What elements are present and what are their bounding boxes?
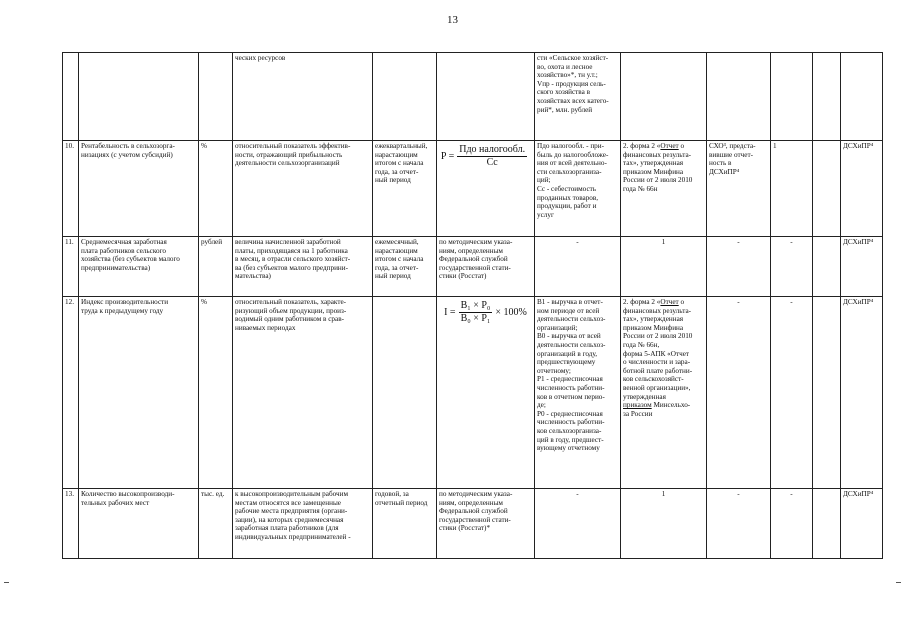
cell-num [63,53,79,141]
cell-unit [199,53,233,141]
cell-definition: к высокопроизводительным рабочим местам относятся все замещенные рабочие места предприятия (органи- зации), на которых среднемесячная заработная плата работников (для индивидуальных предпринимателей - [233,489,373,559]
cell-num: 12. [63,297,79,489]
source-link-report[interactable]: Отчет [660,142,679,150]
source-text: 2. форма 2 « [623,142,661,150]
formula-fraction [457,144,527,169]
cell-subject: - [707,489,771,559]
cell-periodicity [373,53,437,141]
table-row [63,237,883,297]
cell-subject [707,53,771,141]
source-link-order[interactable]: приказом [623,401,652,410]
formula-lhs: P = [440,150,455,162]
cell-subject: - [707,297,771,489]
formula-fraction [459,300,493,325]
source-link-report[interactable]: Отчет [660,298,679,306]
cell-legend: - [535,237,621,297]
cell-formula [437,53,535,141]
cell-col11 [813,141,841,237]
scan-margin-mark [4,582,9,583]
source-text: Минсельхо- за России [623,401,691,418]
formula-lhs: I = [444,306,456,318]
cell-col10: - [771,237,813,297]
cell-col10 [771,53,813,141]
cell-name [79,53,199,141]
cell-unit: рублей [199,237,233,297]
cell-legend: Пдо налогообл. - при- быль до налогообложе- ния от всей деятельно- сти сельхозорганиза- ций; Сс - себестоимость проданных товаров, продукции, работ и услуг [535,141,621,237]
cell-col11 [813,237,841,297]
cell-definition: относительный показатель, характе- ризующий объем продукции, произ- водимый одним работником в срав- ниваемых периодах [233,297,373,489]
cell-col10: 1 [771,141,813,237]
cell-unit: тыс. ед. [199,489,233,559]
formula-profitability [439,142,532,169]
cell-definition: величина начисленной заработной платы, приходящаяся на 1 работника в месяц, в отрасли сельского хозяйст- ва (без субъектов малого предприни- мательства) [233,237,373,297]
cell-col11 [813,53,841,141]
scan-margin-mark [896,582,901,583]
cell-source [621,141,707,237]
cell-num: 13. [63,489,79,559]
cell-col11 [813,297,841,489]
cell-definition: относительный показатель эффектив- ности, отражающий прибыльность деятельности сельхозорганизаций [233,141,373,237]
cell-legend: сти «Сельское хозяйст- во, охота и лесное хозяйство»*, тн у.т.; Vпр - продукция сель- ского хозяйства в хозяйствах всех катего- рий*, млн. рублей [535,53,621,141]
table-row [63,489,883,559]
cell-periodicity [373,297,437,489]
formula-denominator: B₀ × P₁ [460,313,491,324]
formula-numerator: Пдо налогообл. [459,144,526,155]
cell-formula: по методическим указа- ниям, определенным Федеральной службой государственной стати- стики (Росстат)* [437,489,535,559]
cell-col10: - [771,297,813,489]
source-text: 2. форма 2 « [623,298,661,306]
cell-num: 11. [63,237,79,297]
cell-legend: В1 - выручка в отчет- ном периоде от всей деятельности сельхоз- организаций; В0 - выручка от всей деятельности сельхоз- организаций в году, предшествующему отчетному; Р1 - среднесписочная численность работни- ков в отчетном перио- де; Р0 - среднесписочная численность работни- ков сельхозорганиза- ций в году, предшест- вующему отчетному [535,297,621,489]
cell-periodicity: ежеквартальный, нарастающим итогом с начала года, за отчет- ный период [373,141,437,237]
cell-name: Количество высокопроизводи- тельных рабочих мест [79,489,199,559]
cell-subject: - [707,237,771,297]
cell-col12: ДСХиПР⁴ [841,489,883,559]
cell-subject: СХО³, предста- вившие отчет- ность в ДСХиПР⁴ [707,141,771,237]
cell-num: 10. [63,141,79,237]
cell-source [621,297,707,489]
cell-source [621,53,707,141]
cell-legend: - [535,489,621,559]
cell-col12: ДСХиПР⁴ [841,237,883,297]
cell-source: 1 [621,489,707,559]
indicators-table [62,52,883,559]
cell-definition: ческих ресурсов [233,53,373,141]
formula-tail: × 100% [495,306,527,318]
formula-denominator: Cc [486,157,498,168]
cell-name: Среднемесячная заработная плата работников сельского хозяйства (без субъектов малого предпринимательства) [79,237,199,297]
table-row [63,297,883,489]
cell-col12 [841,53,883,141]
cell-col11 [813,489,841,559]
source-text: о финансовых результа- тах», утвержденная приказом Минфина России от 2 июля 2010 года № 66н [623,142,693,193]
cell-unit: % [199,297,233,489]
formula-labor-productivity [439,298,532,325]
cell-periodicity: годовой, за отчетный период [373,489,437,559]
table-row [63,141,883,237]
formula-numerator: B₁ × P₀ [460,300,491,311]
cell-periodicity: ежемесячный, нарастающим итогом с начала года, за отчет- ный период [373,237,437,297]
page-number: 13 [447,14,458,26]
cell-formula [437,141,535,237]
table-row [63,53,883,141]
cell-name: Рентабельность в сельхозорга- низациях (с учетом субсидий) [79,141,199,237]
cell-source: 1 [621,237,707,297]
cell-col12: ДСХиПР⁴ [841,141,883,237]
cell-formula: по методическим указа- ниям, определенным Федеральной службой государственной стати- стики (Росстат) [437,237,535,297]
cell-name: Индекс производительности труда к предыдущему году [79,297,199,489]
source-text: о финансовых результа- тах», утвержденная приказом Минфина России от 2 июля 2010 года № 66н, форма 5-АПК «Отчет о численности и зара- ботной плате работни- ков сельскохозяйст- венной организации», утвержденная [623,298,693,401]
cell-col10: - [771,489,813,559]
cell-unit: % [199,141,233,237]
cell-formula [437,297,535,489]
cell-col12: ДСХиПР⁴ [841,297,883,489]
